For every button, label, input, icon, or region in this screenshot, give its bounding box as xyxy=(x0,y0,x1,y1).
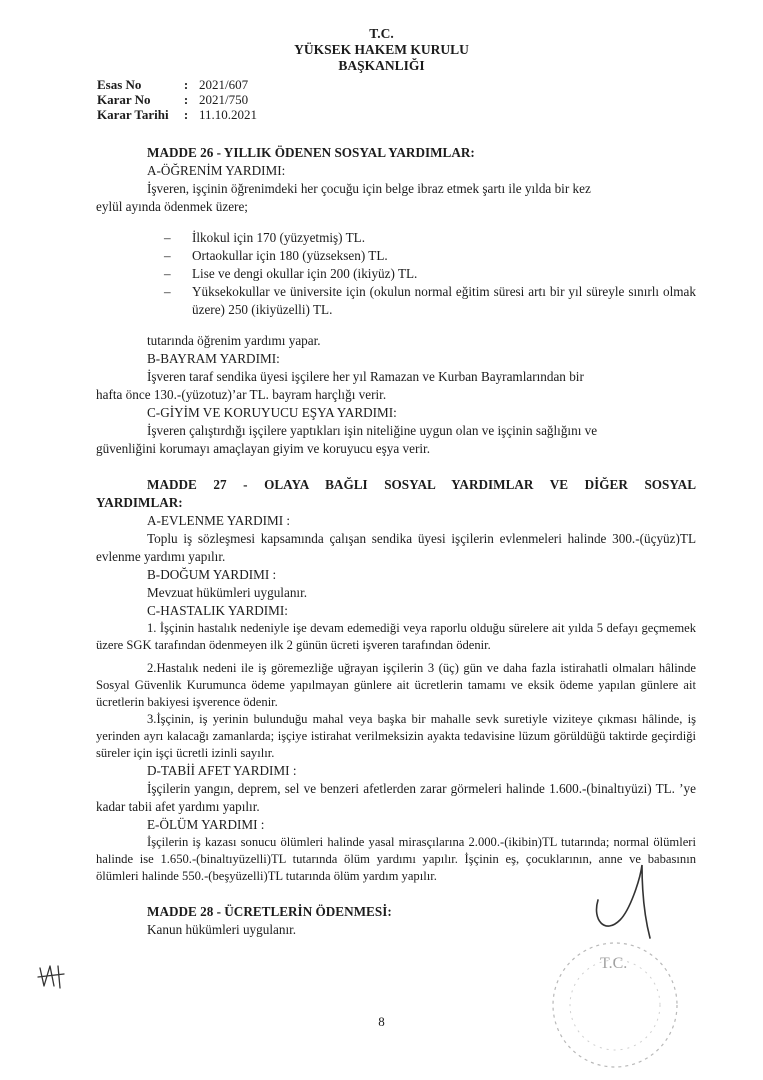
marriage-aid-heading: A-EVLENME YARDIMI : xyxy=(147,513,291,529)
signature-mark xyxy=(580,860,690,940)
disaster-aid-text: İşçilerin yangın, deprem, sel ve benzeri afetlerden zarar görmeleri halinde 1.600.-(binaltıyüzi) TL. ’ye kadar tabii afet yardımı yapılır. xyxy=(96,781,696,815)
clothing-aid-text-1: İşveren çalıştırdığı işçilere yaptıkları işin niteliğine uygun olan ve işçinin sağlığını ve xyxy=(147,423,598,439)
sickness-aid-paragraph-1: 1. İşçinin hastalık nedeniyle işe devam edemediği veya raporlu olduğu sürelere ait yılda 5 defayı geçmemek üzere SGK tarafından ödenmeyen ilk 2 günün ücreti işveren tarafından ödenir. xyxy=(96,621,696,653)
education-aid-text-1: İşveren, işçinin öğrenimdeki her çocuğu için belge ibraz etmek şartı ile yılda bir kez xyxy=(147,181,591,196)
dash-bullet: – xyxy=(164,230,171,246)
death-aid-heading: E-ÖLÜM YARDIMI : xyxy=(147,817,265,833)
meta-colon: : xyxy=(183,107,189,122)
birth-aid-heading: B-DOĞUM YARDIMI : xyxy=(147,567,277,583)
karar-tarihi-row xyxy=(97,107,257,122)
article-27-title-line-2: YARDIMLAR: xyxy=(96,495,183,511)
list-item-text: Yüksekokullar ve üniversite için (okulun normal eğitim süresi artı bir yıl süreyle sınırlı olmak üzere) 250 (ikiyüzelli) TL. xyxy=(192,284,696,318)
sickness-aid-heading: C-HASTALIK YARDIMI: xyxy=(147,603,288,619)
list-item xyxy=(164,283,696,319)
header-institution: YÜKSEK HAKEM KURULU xyxy=(294,42,469,57)
education-aid-text-2: eylül ayında ödenmek üzere; xyxy=(96,199,248,214)
meta-value: 11.10.2021 xyxy=(199,107,258,122)
disaster-aid-heading: D-TABİİ AFET YARDIMI : xyxy=(147,763,297,779)
official-stamp xyxy=(530,930,680,1080)
clothing-aid-heading: C-GİYİM VE KORUYUCU EŞYA YARDIMI: xyxy=(147,405,397,421)
list-item xyxy=(164,247,696,265)
education-aid-list xyxy=(164,229,696,319)
header-presidency: BAŞKANLIĞI xyxy=(338,58,425,73)
article-28-text: Kanun hükümleri uygulanır. xyxy=(147,922,297,938)
death-aid-text: İşçilerin iş kazası sonucu ölümleri halinde yasal mirasçılarına 2.000.-(ikibin)TL tutarında; normal ölümleri halinde ise 1.650.-(binaltıyüzelli)TL tutarında ölüm yardımı yapılır. İşçinin eş, çocuklarının, anne ve babasının ölümleri halinde 550.-(beşyüzelli)TL tutarında ölüm yardım yapılır. xyxy=(96,835,696,884)
dash-bullet: – xyxy=(164,266,171,282)
list-item xyxy=(164,229,696,247)
dash-bullet: – xyxy=(164,284,171,300)
birth-aid-text: Mevzuat hükümleri uygulanır. xyxy=(147,585,308,601)
karar-no-row xyxy=(97,92,257,107)
meta-colon: : xyxy=(183,77,189,92)
esas-no-row xyxy=(97,77,257,92)
list-item-text: Lise ve dengi okullar için 200 (ikiyüz) TL. xyxy=(192,266,418,282)
header-tc: T.C. xyxy=(369,26,394,41)
holiday-aid-heading: B-BAYRAM YARDIMI: xyxy=(147,351,280,367)
meta-key: Esas No xyxy=(97,77,142,92)
clothing-aid-text-2: güvenliğini korumayı amaçlayan giyim ve koruyucu eşya verir. xyxy=(96,441,430,457)
meta-key: Karar No xyxy=(97,92,151,107)
list-item-text: İlkokul için 170 (yüzyetmiş) TL. xyxy=(192,230,365,246)
holiday-aid-text-1: İşveren taraf sendika üyesi işçilere her yıl Ramazan ve Kurban Bayramlarından bir xyxy=(147,369,584,385)
sickness-aid-paragraph-2: 2.Hastalık nedeni ile iş göremezliğe uğrayan işçilerin 3 (üç) gün ve daha fazla istirahatli olmaları hâlinde Sosyal Güvenlik Kurumunca ödeme yapılmayan günlere ait ücretlerin tamamı ve eksik ödeme yapılan günlere ait ücretlerin bakiyesi işverence ödenir. xyxy=(96,661,696,710)
article-27-title-line-1: MADDE 27 - OLAYA BAĞLI SOSYAL YARDIMLAR VE DİĞER SOSYAL xyxy=(147,477,696,493)
document-body xyxy=(96,144,696,939)
education-aid-closing: tutarında öğrenim yardımı yapar. xyxy=(147,333,321,349)
list-item-text: Ortaokullar için 180 (yüzseksen) TL. xyxy=(192,248,388,264)
meta-colon: : xyxy=(183,92,189,107)
article-26-title: MADDE 26 - YILLIK ÖDENEN SOSYAL YARDIMLAR: xyxy=(147,145,475,160)
list-item xyxy=(164,265,696,283)
holiday-aid-text-2: hafta önce 130.-(yüzotuz)’ar TL. bayram harçlığı verir. xyxy=(96,387,387,403)
initials-mark xyxy=(36,962,68,990)
meta-key: Karar Tarihi xyxy=(97,107,169,122)
sickness-aid-paragraph-3: 3.İşçinin, iş yerinin bulunduğu mahal veya başka bir mahalle sevk suretiyle viziteye çıkması hâlinde, iş yerinden ayrı kalacağı zamanlarda; işçiye istirahat verilmeksizin ayakta tedavisine lüzum görüldüğü taktirde geçirdiği süreler için işçi ücretli izinli sayılır. xyxy=(96,712,696,761)
case-metadata xyxy=(97,77,257,122)
document-header xyxy=(0,26,763,74)
dash-bullet: – xyxy=(164,248,171,264)
marriage-aid-text: Toplu iş sözleşmesi kapsamında çalışan sendika üyesi işçilerin evlenmeleri halinde 300.-(üçyüz)TL evlenme yardımı yapılır. xyxy=(96,531,696,565)
meta-value: 2021/607 xyxy=(199,77,249,92)
meta-value: 2021/750 xyxy=(199,92,249,107)
svg-text:T.C.: T.C. xyxy=(600,955,628,972)
page-number: 8 xyxy=(378,1014,385,1029)
education-aid-heading: A-ÖĞRENİM YARDIMI: xyxy=(147,163,286,178)
article-28-title: MADDE 28 - ÜCRETLERİN ÖDENMESİ: xyxy=(147,904,392,920)
